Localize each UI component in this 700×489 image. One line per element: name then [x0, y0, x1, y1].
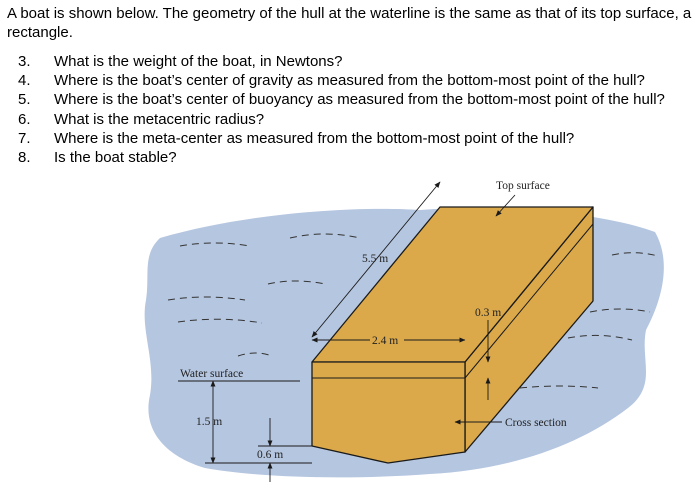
question-number: 3.: [18, 53, 31, 70]
question-number: 4.: [18, 72, 31, 90]
question-text: Is the boat stable?: [54, 149, 177, 167]
top-surface-label: Top surface: [496, 180, 550, 192]
question-item: [7, 52, 665, 71]
question-text: Where is the meta-center as measured from the bottom-most point of the hull?: [54, 129, 575, 147]
question-number: 7.: [18, 129, 31, 147]
question-text: What is the metacentric radius?: [54, 110, 265, 128]
question-number: 8.: [18, 149, 31, 167]
question-item: [7, 129, 665, 148]
cross-section-label: Cross section: [505, 417, 567, 429]
question-item: [7, 110, 665, 129]
freeboard-label: 0.3 m: [475, 307, 502, 319]
question-list: [7, 52, 665, 167]
question-number: 6.: [18, 110, 31, 128]
width-label: 2.4 m: [372, 335, 399, 347]
question-item: [7, 71, 665, 90]
water-surface-label: Water surface: [180, 368, 244, 380]
depth-label: 1.5 m: [196, 416, 223, 428]
question-text: What is the weight of the boat, in Newtons?: [54, 53, 343, 70]
question-text: Where is the boat’s center of gravity as measured from the bottom-most point of the hull?: [54, 72, 645, 90]
length-label: 5.5 m: [362, 253, 389, 265]
question-item: [7, 148, 665, 167]
question-text: Where is the boat’s center of buoyancy as measured from the bottom-most point of the hull?: [54, 91, 665, 109]
question-number: 5.: [18, 91, 31, 109]
boat-front-cross-section: [312, 362, 465, 463]
hull-bottom-label: 0.6 m: [257, 449, 284, 461]
problem-intro: A boat is shown below. The geometry of the hull at the waterline is the same as that of its top surface, a rectangle.: [7, 5, 692, 41]
question-item: [7, 90, 665, 109]
boat-diagram: [0, 170, 700, 489]
